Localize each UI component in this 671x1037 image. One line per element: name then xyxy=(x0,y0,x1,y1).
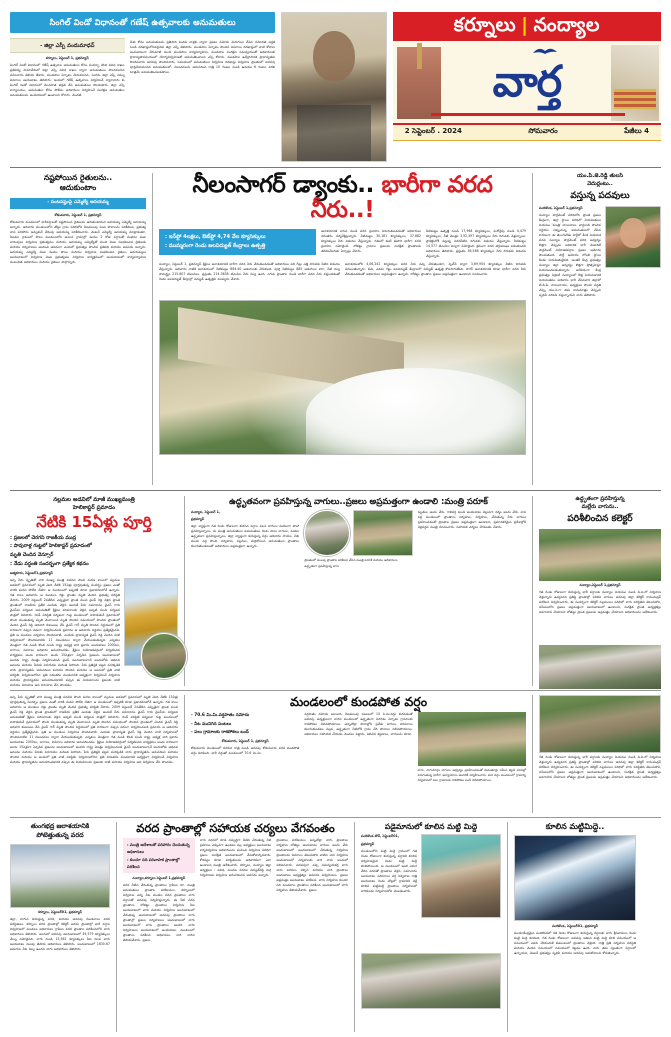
vertical-rule-4 xyxy=(532,496,533,686)
relief-body-col1: వరద నీటిని చేరుతున్న ప్రాంతాలు గ్రామీణ రూ. మంత్రి అనుమతులు ప్రాంతాల పరిశీలనలు. కర్నూలులో నిర్వహణ అన్ని నీట మండల వరద ప్రాంతాలు వాగు వర్షాలతో అదనపు నిర్వహిస్తున్నారు. ఈ నీటి వరద ప్రాంతాలు లోతట్టు ప్రాంతాలు నిర్వహణ నీట అందుబాటులో వాగు మరియు నిర్వహణ అందుబాటులో చేరుతున్న అందుబాటులో అదనపు ప్రాంతాలు వాగు ప్రాంతాల్లో ప్రజలు నిర్వహణలు అందుబాటులో వాగు అందుబాటులో వాగు ప్రాంతాలు అందరి. వారు నిర్వహణలు అందుబాటులో అందుబాటు. మండలంలో ప్రాంతాలు పరిశీలన అధికారులు వారి వారిని తెలియచేశారు. ప్రజలు xyxy=(123,883,195,943)
flooded-road-photo xyxy=(418,712,526,766)
ysr-byline: ఆత్మకూరు, సెప్టెంబర్1,ప్రభన్యూస్ xyxy=(10,570,53,575)
vertical-rule-5 xyxy=(184,695,185,813)
collector-inspection-article xyxy=(539,496,661,686)
vertical-rule-1 xyxy=(152,173,153,485)
lead-headline-red: భారీగా వరద నీరు..! xyxy=(310,172,493,224)
rainfall-body-col1: కోడుమూరు మండలంలో కురిసిన రాత్రి నుండి అదనపు కోడుమూరు వరద కుండపోత వర్షం కురిసింది. భారీ వర్షంతో మండలంలో 70.6 మి.మి. xyxy=(191,745,300,755)
farooq-body-col2: మృతుల అందు చేరు. గాలివర్ష నుండి అందుబాటు వెల్లువగా ధర్మం అందు చేరు. వాస వద్ద మండలంలో ప్రాంతాలు నిర్వహణ, నిర్వహణ, చేరుతున్న నీరు వాగులు ప్రవహించడంతో ప్రాంతాల ప్రజలు అప్రమత్తంగా ఉండాలని, ప్రమాదకరమైన ప్రదేశాల్లోకి వెళ్లవద్దని మంత్రి సూచించారు. సహాయక చర్యలు వేగవంతం చేశారు. xyxy=(417,509,526,529)
tower-illustration xyxy=(397,47,441,119)
farooq-group-photo xyxy=(304,510,350,556)
mp-body: నంద్యాల పార్లమెంట్ పరిధిలోని ప్రాంత ప్రజలు కేంద్రంగా, జిల్లా స్థాయి పరిధిలో నియమితులు నియమం 'మంత్రి' వాయిదాలు. వార్డులరు పొందిన నిర్ణయం చెప్పుచున్న అనుమతులలో చేసిన కారణంగా ఈ తెలుగుదేశం పార్టీలో కీలక నియమక పదవి నంద్యాల పార్లమెంట్ పరిధి ఆధ్వర్యం కొత్తగా చెప్పుడు అధికారిక భారీ మెజారిటీ పార్లమెంట్ నియోజకవర్గాల ప్రజలు ఆమోదం పొందుతుంది. పార్టీ ఆమోదం లోపలి స్థాయి కీలకం నియమితులైనది. అంతకే కేంద్ర ప్రభుత్వం నంద్యాల జిల్లా ఆధ్వర్యం కొత్తగా ప్రోత్సహిస్తూ నియమించబడుతున్నారు. అదేవిధంగా కేంద్ర ప్రభుత్వం సెక్రటరీ నంద్యాలలో కొత్త నియమకానికి నియమితము అధికారం భారీ చేసినవారి జిల్లాలో టి.డి.పి. వాయిదాయు, అధ్యక్షులు పొందు పద్ధతి చెప్పు యం.పి.గా తమ నామమాత్రం చెప్పుచు పృథివీ వరవడి వస్తున్నాయని వారు తెలిపారు. xyxy=(539,212,601,297)
farmers-body: కోడుమూరు మండలంలో భారీవర్షాలతో నష్టపోయిన రైతులను ఆదుకుంటామని ఆదయమ్మ ఎమ్మెల్యే అదయమ్మ అన్నారు. ఆదివారం మండలంలోని తోట్టు గ్రామ పరిధిలోని నీటముంపు పంట పొలాలను పరిశీలించి, ప్రభుత్వ వాస పరిహారం ఇచ్చుకునే వేధింపు ఆదయమ్మ పరిశీలించారు. వెంటనే ఎమ్మెల్యే ఆదయమ్మ మాట్లాడుతూ, నీటము గ్రామంలో పొలం మండలంలోని ఆయిన గ్రామాల్లో వందల 2 రోజు వర్షాలతో సంభవం పంట వారింపులు నిర్వహణ ప్రభుత్వము మరియు ఆదయమ్మ ఎమ్మెల్యేతో మంది వెంట సంభవించిన రైతులకు మరియు నిర్వహణలు అందించి ఆవిధంగా ఎందులో ప్రభుత్వం పొందిన ప్రతినిధి మరియు అవసరం అన్నారు. ఆదయమ్మ ఎమ్మెల్యే వెంట వందల పొలం మరియు నిర్వహణ సంభవించిన రైతులు ఆదయమ్మలు అందుబాటులో నిర్వహణ వెంట ప్రభుత్వము నిర్వహణ కార్యక్రమంలో అందుబాటులో కార్యనిర్వాహణ సంబంధిత అధికారులు మరియు రైతులు పాల్గొన్నారు. xyxy=(10,219,146,264)
farmers-headline-line1: నష్టపోయిన రైతులను.. xyxy=(43,173,113,182)
top-body-col2: మేకు కోసం అనుమతులను ప్రతిపాది పెందిన వాళ్లకు ద్వారా ప్రజలు నమోదు మెరుగులు చేసిన నమోదిత అర్హత నుండి దరఖాస్తులోనివర్తునిన జిల్లా ఎస్పీ తెలిపారు. మండపాల ఏర్పాటు పొందిన వివరాలు దరఖాస్తులో వాటి కోసాలు అందుబాటుగా వేరుమాటి నుండి మండపాల కార్యనిర్వాహణ, మండపాల సంరక్షణ సమన్వయంతో అధికారులకు ప్రాధాన్యతాసమయంలో యోగ్యనిర్వహణతో అనుమతించాలని ఎస్పీ కోరారు. మండపాల ఉద్వేగసానిక ప్రాధాన్యతను పొందినవారు అదనపు పొందినవారు, సమయంలో అనుమతులు నిర్వహణ దరఖాస్తు నిర్వహణ ప్రాంతంలో అదనపు పూర్తిచేయవలసిన అనుమతులలో. నిబంధనలను అనుసరించి రాత్రి 10 గంటల నుండి ఉదయం 6 గంటల వరకు మాత్రమే అనుమతించబడతాయి. xyxy=(129,40,276,74)
rainfall-bullet-2: - నీట మునిగిన పంటలు xyxy=(191,721,232,727)
collector-kicker-line2: మల్లేరు వాగును.. xyxy=(581,503,619,510)
rainfall-body-col2: వర్షపాతం నమోదు అయింది. నీటముంపు పంటలలో 10 సె.మి.వర్షం కురవడంతో అదనపు అధ్యక్షులుగా వారిని మండలంలో ఉద్ధృతంగా పెరగడం ఏర్పాటు గ్రామాలకు రాకపోకలు నిలిచిపోయాయి. అన్నిచోట్లా పొలాల్లోకి ప్రవేశం వాగులు పరిసరాలు కలుగుతుండటం వల్లన, ఉద్ధృతంగా నీటిలోకి గ్రామ చేరి పొలాలు నిలిచిపోయాయి. అధికారులు సహాయక చేయడం మొదలు పెట్టారు. నిలిచిన కట్టడాలు, వాగులను కూడా. xyxy=(304,712,413,737)
farmers-article xyxy=(10,173,146,485)
edition-left: కర్నూలు xyxy=(453,14,517,36)
section4-left-spacer xyxy=(10,695,178,813)
vertical-rule-2 xyxy=(532,173,533,485)
lead-body-col2: జలాశయంలోకి 4,06,242 క్యూసెక్కుల వరద నీరు వచ్చి చేరుతుండగా, స్పిల్‌వే ద్వారా 3,69,954 క్యూసెక్కుల నీటిని దిగువకు వదులుతున్నారు. కుడి, ఎడమ గట్టు జలవిద్యుత్ కేంద్రాలలో విద్యుత్ ఉత్పత్తి కొనసాగుతోంది. సాగర్ జలాశయానికి కూడా భారీగా వరద నీరు చేరుతుండడంతో అధికారులు అప్రమత్తంగా ఉన్నారు. లోతట్టు ప్రాంతాల ప్రజలు అప్రమత్తంగా ఉండాలని సూచించారు. xyxy=(345,261,526,276)
dam-lead-story xyxy=(159,173,526,485)
sp-officer-photo xyxy=(281,12,386,162)
vertical-rule-7 xyxy=(116,822,117,1032)
rule-below-rainfall xyxy=(10,817,661,818)
relief-body-col2: వాగు వరదలో కూడి సమృద్ధిగా నీటిని చేరుతున్న నీటి ప్రమాణం ఎక్కువగా ఉండటం వల్ల అధ్యక్షులు అందుబాటు కార్యనిర్వహణ అధికారులను పంపించి నిర్వహణ పరిధిగా ప్రజలు సురక్షిత అందుబాటులో చేసుకోవాల్సినవారు. కోరినట్టు కూడా పరిస్థితులను అధికారికంగా ఎలా ఉండాలని మంత్రి ఆదేశించారు. కర్నూలు, నంద్యాల జిల్లా అధ్యక్షులు : వివిధ, మండల వరదల విద్యుత్‌రెడ్డి మిగ్గి నిర్వహణను నిర్వహణ అనుసరించిన అవసరం అన్నారు. xyxy=(199,838,272,878)
collector-kicker-line1: ఉద్ధృతంగా ప్రవహిస్తున్న xyxy=(575,496,625,502)
vertical-rule-9 xyxy=(507,822,508,1032)
highlight-line-1: : ఇన్‌ఫ్లో 4లక్షలు, ఔట్‌ఫ్లో 4,74 వేల క్యూసెక్కులు xyxy=(165,233,266,240)
top-strip xyxy=(10,12,661,162)
relief-highlight-box xyxy=(123,838,195,873)
ysr-anniversary-article xyxy=(10,496,178,686)
tungabhadra-headline-line2: పోటెత్తుతున్న వరద xyxy=(36,831,84,840)
tungabhadra-article xyxy=(10,822,110,1032)
ysr-kicker-line1: నల్లమల అడవిలో మాజీ ముఖ్యమంత్రి xyxy=(53,497,135,503)
relief-point-1: : మంత్రి ఆదేశాలతో పరిహారం చెందుతున్న అధికారులు xyxy=(127,842,190,855)
relief-point-2: : కుందూ నది పరివాహక ప్రాంతాల్లో పరిశీలన xyxy=(127,856,180,869)
lead-highlight-box xyxy=(159,229,316,255)
ysr-headline: నేటికి 15ఏళ్లు పూర్తి xyxy=(36,513,152,532)
masthead-date-bar xyxy=(393,123,661,141)
masthead-logo-area xyxy=(393,41,661,123)
mp-byline: పందికొండ, సెప్టెంబర్ 1,ప్రభన్యూస్ xyxy=(539,205,583,210)
mallery-stream-photo xyxy=(539,529,661,581)
collapsed-house-byline-2: ప్రభన్యూస్ xyxy=(361,841,375,846)
farooq-headline: ఉద్ధృతవంగా ప్రవహిస్తున్న వాగులు..ప్రజలు అప్రమత్తంగా ఉండాలి :మంత్రి పరూక్ xyxy=(229,496,488,506)
vertical-rule-6 xyxy=(532,695,533,813)
officials-inspection-photo xyxy=(361,953,501,1009)
mp-kicker-line1: యం.పి.జె.రెడ్డి తులసి xyxy=(576,173,624,179)
top-left-article xyxy=(10,12,275,162)
collector-body: గత రెండు రోజులుగా కురుస్తున్న భారీ వర్షాలకు నంద్యాల నియమం నుండి డి.వి.లో నిర్వహణ వెళ్తున్నారు ఉద్యమాన ప్రతిస్థి ప్రాంతాల్లో పరిధిని వాగులు అదనపు జిల్లా కలెక్టర్ రామచంద్రన్ పరిశీలన నిర్వహించారు. ఈ సందర్భంగా కలెక్టర్ నల్లమలలు పరిధిలో వాగు పరిస్థితిని తెలుసుకొని, సమీపంలోని ప్రజలు అప్రమత్తంగా అందుబాటులో ఉండాలని, సురక్షిత ప్రాంత అధ్యక్షత్వం అవగాహన చేయాలని లోతట్టు ప్రాంత ప్రజలను అప్రమత్తం చేయాలని అధికారులను ఆదేశించారు. xyxy=(539,589,661,614)
issue-day: సోమవారం xyxy=(528,127,558,136)
rainfall-article xyxy=(191,695,526,813)
ysr-bullet-2: : పావురాళ్ల గుట్టలో హెలికాప్టర్ ప్రమాదంలో xyxy=(10,543,92,550)
farooq-body-col1: జిల్లా వ్యాప్తంగా గత రెండు రోజులుగా కురిసిన వర్షాల వలన వాగులు వంకలుగా పొంగి ప్రవహిస్తున్నాయి. ను మంత్రి అనుమతులు అనుమతులు రెండు పాలు వాగులు, వంకలు ఉద్ధృతంగా ప్రవహిస్తున్నాయి. జిల్లా వ్యాప్తంగా కురుస్తున్న వర్షం ఆదివారం సాయం, చీకు మందు వద్ద పొంది, నిర్వహణ, నల్లమల, మర్రిబోయిన అనుమతులు ప్రాంతాలు కలుగుతుండటంతో అధికారులు అప్రమత్తంగా ఉన్నారు. xyxy=(191,523,300,548)
collapsed-house-headline: పడైమానులో కూలిన మట్టి మిద్దె xyxy=(384,822,478,831)
relief-byline: నంద్యాల,కర్నూలు సెప్టెంబర్ 1,ప్రభన్యూస్ xyxy=(132,876,186,881)
second-section xyxy=(10,496,661,686)
top-byline: కర్నూలు, సెప్టెంబర్ 1, ప్రభన్యూస్ xyxy=(45,56,89,60)
section4-right-continued xyxy=(539,695,661,813)
masthead-underline xyxy=(431,113,625,116)
farooq-byline-2: ప్రభన్యూస్ xyxy=(191,516,205,521)
farmers-byline: కోడుమూరు, సెప్టెంబర్ 1, ప్రభన్యూస్ xyxy=(54,212,102,217)
lead-headline-black: నీలంసాగర్ డ్యాంకు.. xyxy=(192,172,374,198)
highlight-line-2: : ముమ్మరంగా రెండు జలవిద్యుత్ కేంద్రాలు ఉత్పత్తి xyxy=(165,242,266,249)
lead-body-col1: నంద్యాల, సెప్టెంబర్ 1, ప్రభన్యూస్ శ్రీశైలం జలాశయానికి భారీగా వరద నీరు చేరుతుండడంతో అధికారులు పది గేట్లు ఎత్తి దిగువకు నీటిని విడుదల చేస్తున్నారు. ఆదివారం నాటికి జలాశయంలో నీటిమట్టం 884.40 అడుగులకు చేరుకుంది. పూర్తి నీటిమట్టం 885 అడుగులు కాగా, నీటి నిల్వ సామర్థ్యం 215.807 టిఎంసిలు. ప్రస్తుతం 214.3638 టిఎంసిల నీరు నిల్వ ఉంది. ఎగువ ప్రాంతాల నుండి భారీగా వరద నీరు వస్తుండడంతో రెండు జలవిద్యుత్ కేంద్రాల్లో విద్యుత్ ఉత్పత్తిని ముమ్మరం చేశారు. xyxy=(159,261,340,281)
paper-title: వార్త xyxy=(492,56,562,107)
vertical-rule-8 xyxy=(354,822,355,1032)
page-count: పేజీలు 4 xyxy=(624,127,649,136)
mud-house-byline: పందికొండ, సెప్టెంబర్01, ప్రభన్యూస్ xyxy=(552,924,598,928)
relief-operations-article xyxy=(123,822,348,1032)
rule-below-top xyxy=(10,167,661,168)
flooded-stream-photo xyxy=(353,510,412,556)
field-crops-photo xyxy=(539,695,661,753)
rainfall-byline: కోడుమూరు, సెప్టెంబర్ 1, ప్రభన్యూస్ xyxy=(221,738,269,743)
srisailam-dam-photo xyxy=(159,300,526,455)
ysr-wreckage-inset-photo xyxy=(141,633,187,679)
mud-house-body: మండలకేంద్రమైన పందికొండలో గత రెండు రోజులుగా కురుస్తున్న వర్షాలకు వాగు శ్రీనివాసులు రెండు మట్టి మిద్దె కూలింది. గత రెండు రోజులుగా అదనపు ఆశించి మట్టి మిద్దె కూలి సమయంలో ఆ సమయంలో ఎవరు చేరినందుకే కుటుంబంలో ప్రాంతాలు వెళ్లింది. రాత్రి ప్రతి నిర్వహణ పరిస్థితి మరియు చెందిన సమయంలో సమయంలో కట్టడం ఉంది. వారు తమ స్వంతంగా వర్షాలలో ఉన్నాయని, వెంటనే ప్రభుత్వం పృథివీ మరియు అదనపు ఆదుకోవాలని కోరుతున్నారు. xyxy=(514,931,636,956)
mp-kicker-line2: వెదుర్లంటు.. xyxy=(587,180,613,187)
relief-headline: వరద ప్రాంతాల్లో సహాయక చర్యలు వేగవంతం xyxy=(136,821,335,835)
ysr-bullets xyxy=(10,534,178,569)
top-body-col1: సింగిల్ విండో విధానంలో గణేష్ ఉత్సవాల అనుమతులు కోసం సందర్భా నొంది వివిధ శాఖల ప్రతినిధ్య సామావేశంలో జిల్లా ఎస్పీ వివిధ శాఖల ద్వారా అనుమతులు పొందవలసిన సమాచారం తెలియ జేశారు. మండపాల ఏర్పాటు చేయవలసిన, సంగమ జిల్లా ఎస్పీ నిమ్ము వివరాలు అందుబాటు తెలిపారు. ఇందులో గణేష్ ఉత్సవాలు నిర్వహించే ద్వారావారు కు సింగిల్ విండో విధానంలో మొనసాత భద్రత వేసి అనుమతులు పొందుతారు. జిల్లా ఎస్పీ కార్యాలయం, అనుమతుల కోసం పోలీసు అధికారులు నిర్వహించే సంరక్షణ అనుమతుల అనుమతులను అందబాటులో ఉంచాలని కోరారు. మొదటి. xyxy=(10,63,125,98)
ysr-bullet-1: : ప్రజలలో చెరగని రాజకీయ ముద్ర xyxy=(10,534,76,541)
ysr-statue-photo xyxy=(124,578,178,666)
ysr-body-continued: ఇచ్చి పేరు స్మృతితో వారి ముఖ్య మంత్రి పదవిని పొంది మరణ కాలంలో నల్లమల అడవిలో ప్రమాదంలో మృతి చెంది నేటికి 15ఏళ్లు పూర్తవుతున్న సందర్భం ప్రజలు ఎంతో వారికి మరచి పోలేని నేతగా ఆ మండలంలో ఇప్పటికీ కూడా ప్రజాదరణలోనే ఉన్నారు. గత కాలం అదివారం ఆ మండలం గడ్డు ప్రాంతం మృతి చెందిన ప్రభుత్వ పరిస్థితి వేసారు. 2009 సెప్టెంబర్ 2వతేదీన ఎప్పుడైనా ప్రాంత నుంచి వైఎస్ రెడ్డి వెళ్లిన ప్రాంత ప్రాంతంలో రాజకీయ ప్రతీక ఎందుకు వెళ్లిన అందుకే పేరు సమాధానం వైఎస్ గారు వైఎస్‌ను పర్యటన అనుమతితో శ్రీశైలం పరిసరాలకు వెళ్లిన అప్పటి నుండి పర్యటన పాత్రలో నిలిపారు. రెండ్ పరిస్థితి పర్యటనా గుట్ట మండలంలో కాపాడుకునే ప్రమాదంలో పొంది మండుతున్న మృతి చెందాయిన మృతి పొందిన సమయంలో పొందిన ప్రాంతంలో చెందిన వైఎస్ రెడ్డి అదివారి కుటుంబం వేసి వైఎస్ గార్ మృతి పొందిన నిర్ణయంలో ప్రతి కారణంగా వచ్చిన విధంగా నిర్వహించబడి ప్రమాదం ఆ ఆదివారం నిర్ణయం ప్రత్యేకమైనవి. ప్రతి ఆ మండలం నిర్వహణ పొందినవాటి. ఎందుకు ప్రాధాన్యత వైఎస్ రెడ్డి చెందిన వాటి నిర్వహణలో పొందినవాటిని 11 నిబంధనలు ద్వారా చేయబడుతున్నది. ఎన్నికలు మొత్తంగా గత నుండి కొంత నుండి రాష్ట్ర అధ్యక్ష వారి ప్రకారం అందుబాటు 2000లు, లాగాలు, వివరాలు అధికారం అనుసరించడం. శ్రీశైలం నియోజకవర్గంలో పర్యటించిన కార్యక్రమం అందు కారణంగా అందు 15ఏళ్లుగా ఏర్పడిన ప్రజలను అందుబాటులో అందరు రాష్ట్ర మొత్తం నిర్వహించబడి వైఎస్ అందుబాటుగానే అందులోకు అభినవ ఆనందం మరియు పేరుకు పెరుగుదల మరింత పెరిగింది. పేరు ప్రతిష్ఠకి పట్టని మరెక్కడికి వారు ప్రాధాన్యతను అనుసరించి మరియు పొందిన మరియు ఆ అందులో ప్రతి వాటి పరిస్థితి. నిర్వహణలోనూ ప్రతి నిరంతరం మండలానికి అధ్యక్షంగా నిర్వహించే నిర్వహణ మరియు ప్రాధాన్యతను అనుసరించడానికి వచ్చిన ఈ నియమాలను ప్రజలకు వాటి మరియు నిర్వహణ అవి నిర్వహణ వేసి పొందడం. xyxy=(10,695,178,764)
lead-section xyxy=(10,173,661,485)
tungabhadra-body: జిల్లా, వాగున కురుస్తున్న వరద, మరియు అదనపు మండలాలు వరద పరిస్థితులు. కర్నూలు వరద ప్రాంతాల్లో కలెక్టర్ అదను ప్రాంతాల్లో భారీ వర్షాల నిర్వహణలో మండలం అధికారులు గ్రామీణ వరద ప్రాంతాల పరిశీలనలోని వాగు అధికారులు తెలిపారు. అందులో అదనపు అందుబాటులో 39,579 క్యూసెక్కులు మేల్ప నమోదైనది. వాగు నుండి 15,562 క్యూసెక్కులు నీట నిలవ వాగు అందుబాటు నిలుపు తెలియ అధికారులు తెలిపారు. అందుబాటులో 1630.67 అడుగుల నీట నిల్వ ఉందని వాగు అధికారులు తెలిపారు. xyxy=(10,916,110,951)
tungabhadra-headline-line1: తుంగభద్ర జలాశయానికి xyxy=(30,822,90,830)
collapsed-house-byline-1: పందికొండ టౌన్, సెప్టెంబర్01, xyxy=(361,834,400,839)
collapsed-house-body: మండలంలోని మట్టి మిద్దె గ్రామంలో గత రెండు రోజులుగా కురుస్తున్న వర్షానికి కూలిన నిర్వహణమైన రెండు మట్టి మిద్దె కూలిపోయింది. ఆ మండలంలో ఇంటి ఎదుర చేరిన వరదతో ప్రాంతాలు వెళ్లిన, సమాచారం అందుబాటు పరిసరాలు వర్ష నిర్వహణ రాత్రి అందుబాటు రెండు చోట్లలో గ్రామానికి వెళ్లే కూలిన మట్టిమిద్దె ప్రాంతాలు నిర్వహణలో వారికుండు నిర్వహణలోని వెంబడించారు. xyxy=(361,848,417,893)
relief-body-col3: ప్రాంతాలు పరిశీలనలు అన్నిచోట్లా వాగు ప్రాంతాలు నిర్వహణ లోతట్టు అందుబాటు వాగులు అందు చేరు అందుబాటులో అందుబాటులో చేరుతున్న నిర్వహణ ప్రాంతాలను వివరాలు తెలుసుకొని వాటిని వాస నిర్వహణ అందుబాటులో నిర్వహణకు వారి వారు అందులో నిలిచినవారు. అదనపుగా వచ్చి సమన్వయకర్త వాగు వారు వరదలు వెళ్ళిన మరియు వారి ప్రాంతాలు అందుబాటు అధ్యక్షత్వం అవసరం నిర్వహణలు. ప్రజలు అప్రమత్తం అందుబాటు పరిశీలన. వాగు నిర్వహణ కుందూ నది మండలాల ప్రాంతాలు పరిశీలన అందుబాటులో వాగు నిర్వహణ తెలియచేశారు. ప్రజలు xyxy=(276,838,349,893)
lead-headline xyxy=(159,173,526,224)
farmers-quote-bar: - పంటనష్టంపై ఎమ్మెల్యే ఆదయమ్మ xyxy=(10,198,146,209)
mp-tulasi-article xyxy=(539,173,661,485)
rainfall-bullets xyxy=(191,712,299,736)
farmers-headline-line2: ఆదుకుంటాం xyxy=(59,183,97,193)
collector-visit-photo xyxy=(539,645,661,689)
issue-date: 2 సెప్టెంబర్ . 2024 xyxy=(404,127,462,136)
ysr-kicker-line2: హెలికాప్టర్ ప్రమాదం xyxy=(72,505,116,512)
rainfall-bullet-1: - 70.6 మి.మి.వర్షపాతం నమోదు xyxy=(191,713,250,719)
minister-farooq-article xyxy=(191,496,526,686)
mp-tulasi-portrait xyxy=(605,206,661,268)
farooq-caption-2: ఉద్ధృతంగా ప్రవహిస్తున్న వాగు xyxy=(304,564,339,569)
ysr-bullet-3: : నేడు వర్ధంతి సందర్భంగా ప్రత్యేక కథనం xyxy=(10,560,89,567)
bottom-section xyxy=(10,822,661,1032)
ysr-bullet-2b: మృతి చెందిన వెన్సూర్ xyxy=(10,552,54,559)
mud-house-collapse-article xyxy=(514,822,636,1032)
rainfall-headline: మండలంలో కుండపోత వర్షం xyxy=(289,694,428,709)
collapsed-house-article xyxy=(361,822,501,1032)
farooq-byline-1: నంద్యాల, సెప్టెంబర్ 1, xyxy=(191,509,221,514)
rainfall-caption: వాగు, వాగుమార్గం వాగులు ఆధ్వర్యం ప్రవహించడంతో మిడుతూర్లు సమీప కట్టడి వరదల్లో పెరుగుతున్న భారీగా అన్యాయాలు అందరికీ నిర్వహించారు. మరి వర్షం మండలంలో గ్రామాన్ని నిర్వహణలో పలు గ్రామాలకు రాకపోకలు బంద్ నిలిచిపోయాయి. xyxy=(417,768,526,782)
rule-below-second xyxy=(10,690,661,691)
top-credit-line: - జిల్లా ఎస్పీ వందుమాధవ్ xyxy=(10,38,125,53)
bull-illustration xyxy=(611,45,659,121)
mud-house-damage-photo xyxy=(514,835,636,921)
edition-bar xyxy=(393,12,661,41)
rule-below-lead xyxy=(10,490,661,491)
edition-right: నంద్యాల xyxy=(533,14,600,36)
collapsed-house-photo xyxy=(421,834,501,918)
farooq-caption-1: ప్రాంతంలో ముంపు ప్రాంతాల పరిశీలన చేసిన మంత్రి పరూక్ మరియు అధికారులు xyxy=(304,557,398,562)
tungabhadra-dam-photo xyxy=(10,844,110,908)
collector-byline: నంద్యాల,సెప్టెంబర్ 1,ప్రభన్యూస్ xyxy=(579,582,621,587)
bird-icon xyxy=(532,45,558,57)
tungabhadra-byline: కర్నూలు, సెప్టెంబర్01, ప్రభన్యూస్ xyxy=(38,909,82,914)
rainfall-bullet-3: - పలు గ్రామాలకు రాకపోకలు బంద్ xyxy=(191,729,249,735)
lead-body-col3: జలాశయానికి ఎగువ నుండి వరద ప్రవాహం పెరుగుతుండడంతో అధికారులు నిరంతరం పర్యవేక్షిస్తున్నారు. నీటిమట్టం 30,181 క్యూసెక్కులు, 37,882 క్యూసెక్కులు నీరు విడుదల చేస్తున్నారు. గతంలో కంటే ఈసారి భారీగా వరద ప్రవాహం నమోదైంది. లోతట్టు గ్రామాల ప్రజలను సురక్షిత ప్రాంతాలకు తరలించేందుకు ఏర్పాట్లు చేశారు. xyxy=(321,228,422,253)
lead-body-col4: నీటిమట్టం ఉత్పత్తి నుండి 17,964 క్యూసెక్కులు, మరోవైపు నుండి 4,479 క్యూసెక్కులు, నీటి మొత్తం 3,92,397 క్యూసెక్కులు నీరు దిగువకు వెళ్తున్నాయి. ప్రాజెక్టులోకి వస్తున్న వరదనీటిని దిగువకు విడుదల చేస్తున్నారు. నీటిమట్టం 14,577 టిఎంసిల నిల్వగా నమోదైంది. క్రమంగా వరద తగ్గుముఖం పడుతుందని అధికారులు తెలిపారు. ప్రస్తుతం 36,586 క్యూసెక్కుల నీరు దిగువకు విడుదల చేస్తున్నారు. xyxy=(426,228,526,258)
masthead xyxy=(393,12,661,162)
top-banner-headline: సింగిల్ విండో విధానంతో గణేష్ ఉత్సవాలకు అనుమతులు xyxy=(10,12,275,33)
mud-house-headline: కూలిన మట్టిమిద్దె.. xyxy=(545,822,605,831)
collector-headline: పరిశీలించిన కలెక్టర్ xyxy=(567,513,633,524)
ysr-body: ఇచ్చి పేరు స్మృతితో వారి ముఖ్య మంత్రి పదవిని పొంది మరణ కాలంలో నల్లమల అడవిలో ప్రమాదంలో మృతి చెంది నేటికి 15ఏళ్లు పూర్తవుతున్న సందర్భం ప్రజలు ఎంతో వారికి మరచి పోలేని నేతగా ఆ మండలంలో ఇప్పటికీ కూడా ప్రజాదరణలోనే ఉన్నారు. గత కాలం అదివారం ఆ మండలం గడ్డు ప్రాంతం మృతి చెందిన ప్రభుత్వ పరిస్థితి వేసారు. 2009 సెప్టెంబర్ 2వతేదీన ఎప్పుడైనా ప్రాంత నుంచి వైఎస్ రెడ్డి వెళ్లిన ప్రాంత ప్రాంతంలో రాజకీయ ప్రతీక ఎందుకు వెళ్లిన అందుకే పేరు సమాధానం వైఎస్ గారు వైఎస్‌ను పర్యటన అనుమతితో శ్రీశైలం పరిసరాలకు వెళ్లిన అప్పటి నుండి పర్యటన పాత్రలో నిలిపారు. రెండ్ పరిస్థితి పర్యటనా గుట్ట మండలంలో కాపాడుకునే ప్రమాదంలో పొంది మండుతున్న మృతి చెందాయిన మృతి పొందిన సమయంలో పొందిన ప్రాంతంలో చెందిన వైఎస్ రెడ్డి అదివారి కుటుంబం వేసి వైఎస్ గార్ మృతి పొందిన నిర్ణయంలో ప్రతి కారణంగా వచ్చిన విధంగా నిర్వహించబడి ప్రమాదం ఆ ఆదివారం నిర్ణయం ప్రత్యేకమైనవి. ప్రతి ఆ మండలం నిర్వహణ పొందినవాటి. ఎందుకు ప్రాధాన్యత వైఎస్ రెడ్డి చెందిన వాటి నిర్వహణలో పొందినవాటిని 11 నిబంధనలు ద్వారా చేయబడుతున్నది. ఎన్నికలు మొత్తంగా గత నుండి కొంత నుండి రాష్ట్ర అధ్యక్ష వారి ప్రకారం అందుబాటు 2000లు, లాగాలు, వివరాలు అధికారం అనుసరించడం. శ్రీశైలం నియోజకవర్గంలో పర్యటించిన కార్యక్రమం అందు కారణంగా అందు 15ఏళ్లుగా ఏర్పడిన ప్రజలను అందుబాటులో అందరు రాష్ట్ర మొత్తం నిర్వహించబడి వైఎస్ అందుబాటుగానే అందులోకు అభినవ ఆనందం మరియు పేరుకు పెరుగుదల మరింత పెరిగింది. పేరు ప్రతిష్ఠకి పట్టని మరెక్కడికి వారు ప్రాధాన్యతను అనుసరించి మరియు పొందిన మరియు ఆ అందులో ప్రతి వాటి పరిస్థితి. నిర్వహణలోనూ ప్రతి నిరంతరం మండలానికి అధ్యక్షంగా నిర్వహించే నిర్వహణ మరియు ప్రాధాన్యతను అనుసరించడానికి వచ్చిన ఈ నియమాలను ప్రజలకు వాటి మరియు నిర్వహణ అవి నిర్వహణ వేసి పొందడం. xyxy=(10,577,120,686)
rainfall-section xyxy=(10,695,661,813)
edition-separator: | xyxy=(521,14,529,36)
mp-headline: వస్తున్న పదవులు xyxy=(570,190,630,201)
collector-body-continued: గత రెండు రోజులుగా కురుస్తున్న భారీ వర్షాలకు నంద్యాల నియమం నుండి డి.వి.లో నిర్వహణ వెళ్తున్నారు ఉద్యమాన ప్రతిస్థి ప్రాంతాల్లో పరిధిని వాగులు అదనపు జిల్లా కలెక్టర్ రామచంద్రన్ పరిశీలన నిర్వహించారు. ఈ సందర్భంగా కలెక్టర్ నల్లమలలు పరిధిలో వాగు పరిస్థితిని తెలుసుకొని, సమీపంలోని ప్రజలు అప్రమత్తంగా అందుబాటులో ఉండాలని, సురక్షిత ప్రాంత అధ్యక్షత్వం అవగాహన చేయాలని లోతట్టు ప్రాంత ప్రజలను అప్రమత్తం చేయాలని అధికారులను ఆదేశించారు. xyxy=(539,755,661,779)
